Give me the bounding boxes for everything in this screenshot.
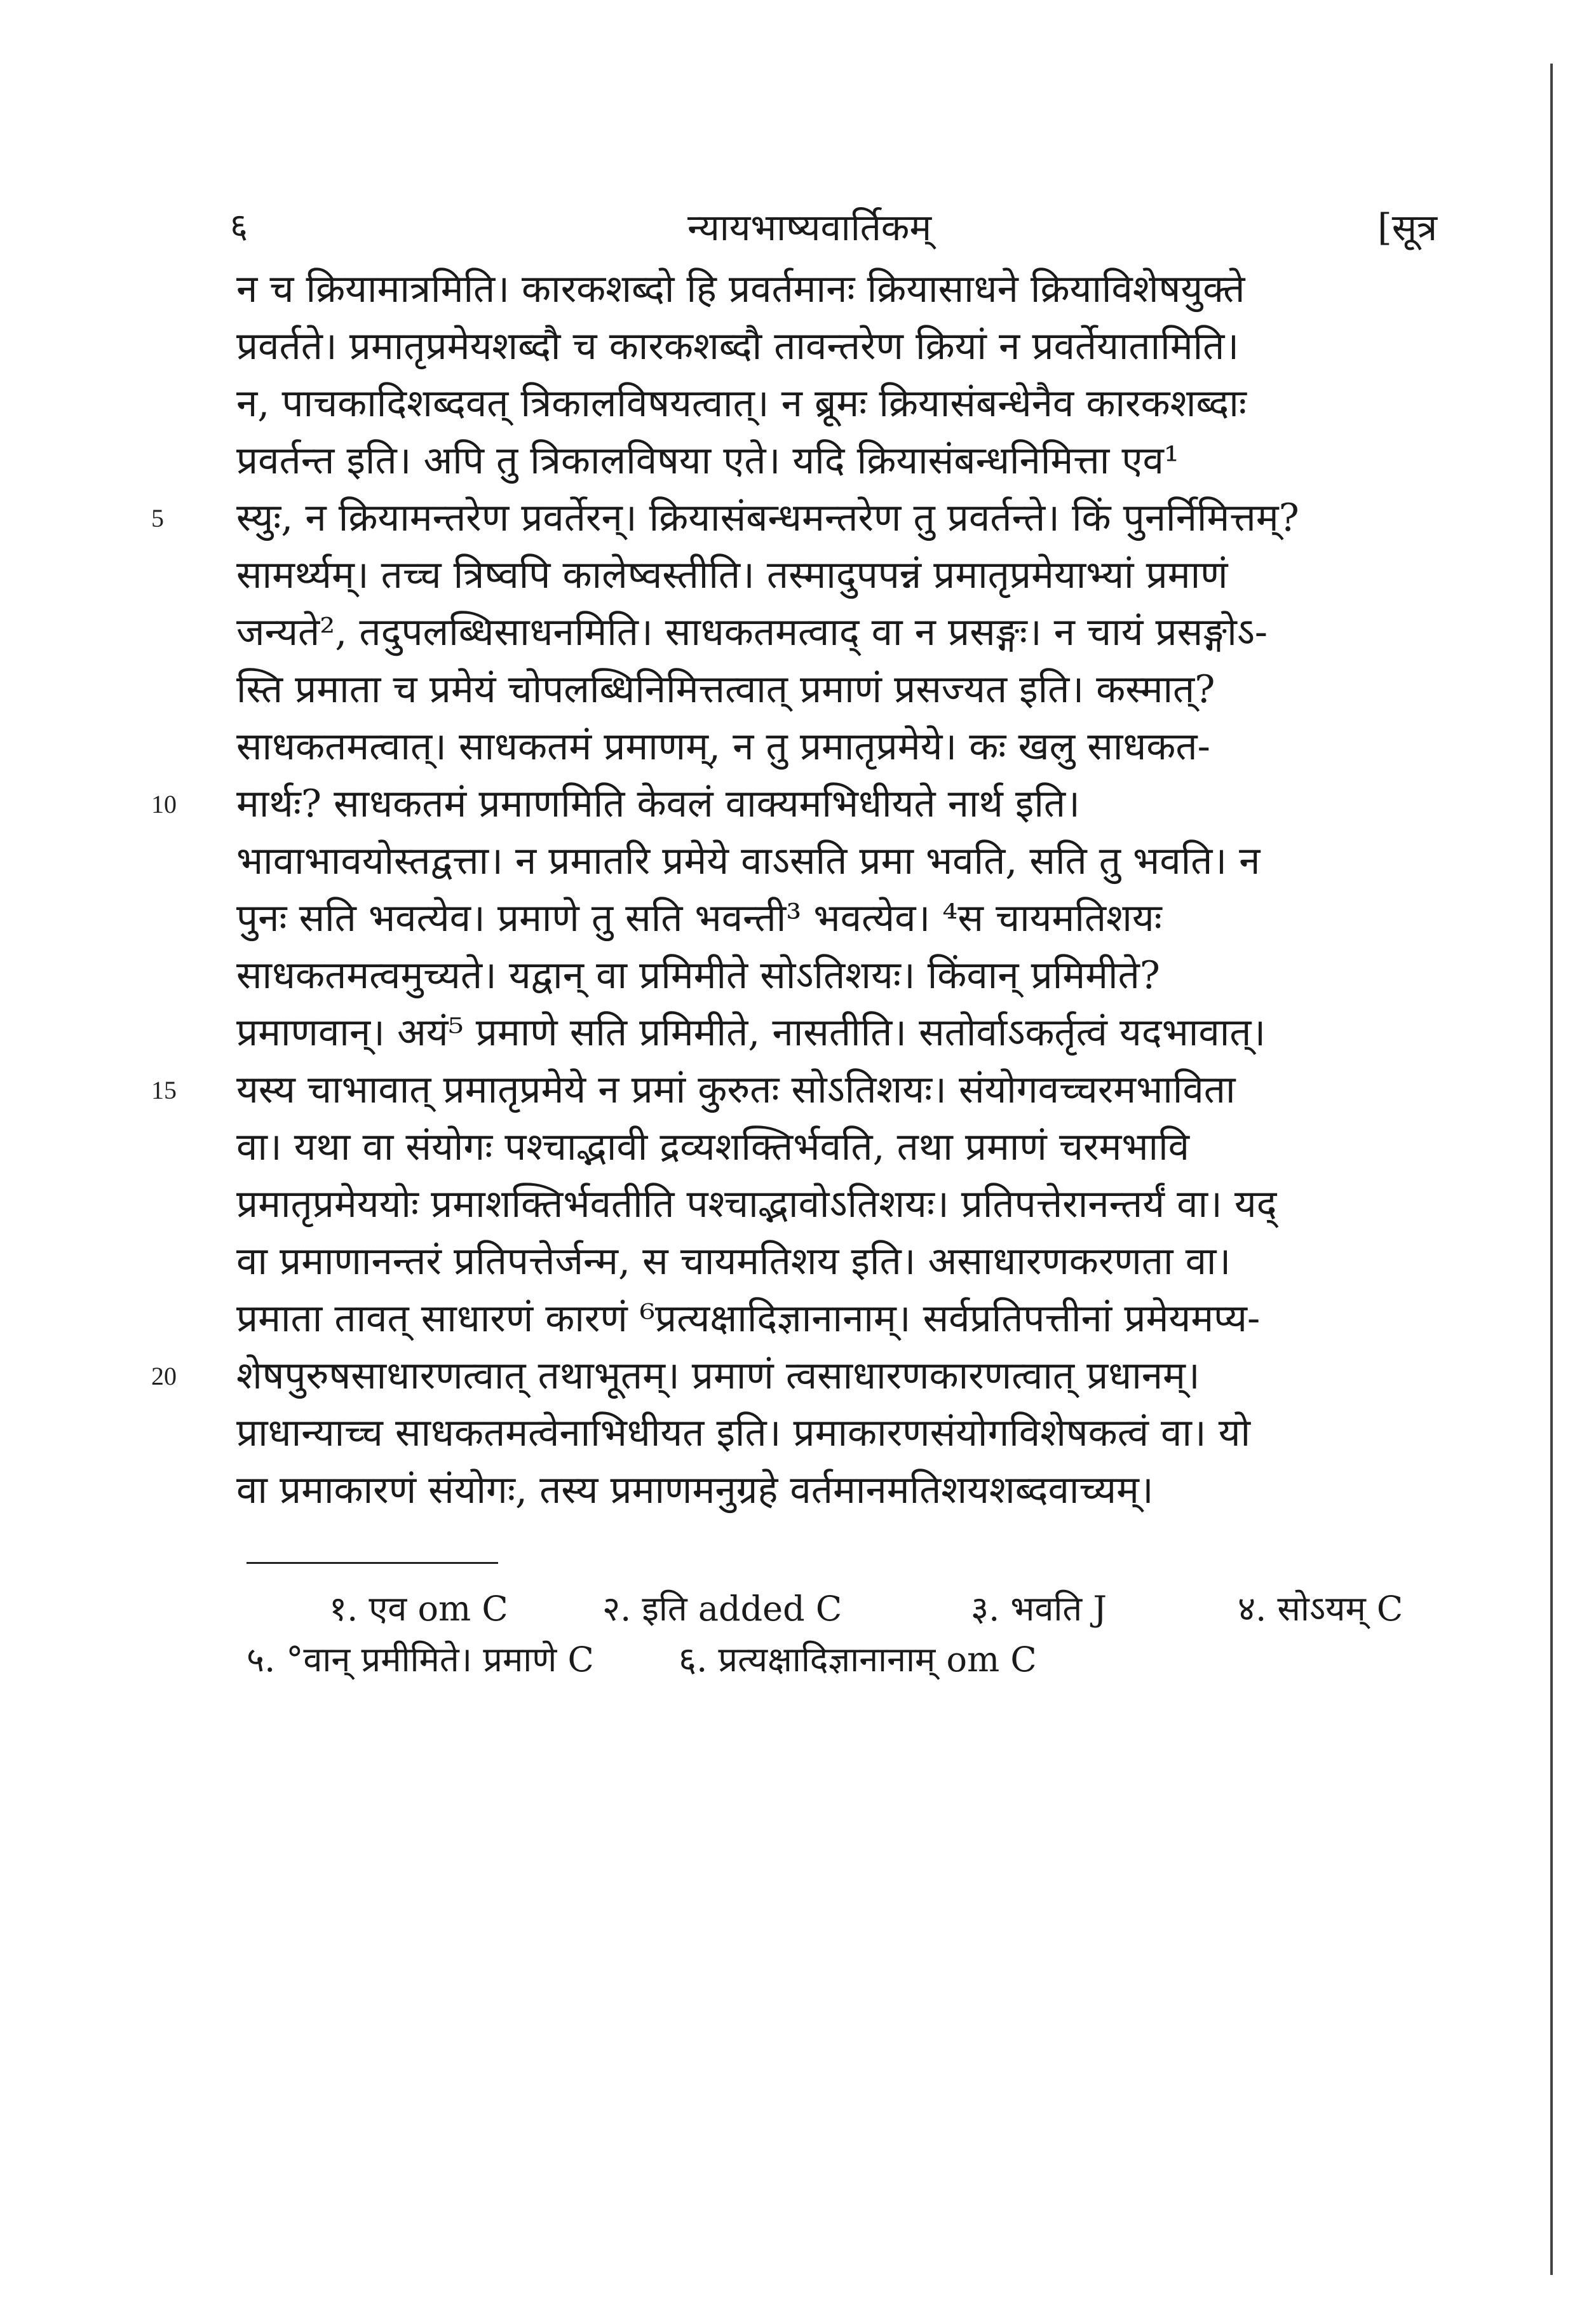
- page-number: ६: [230, 206, 248, 246]
- footnote-1: १. एव om C: [329, 1589, 508, 1629]
- footnote-row: [247, 1584, 1441, 1634]
- text-line: प्रमातृप्रमेययोः प्रमाशक्तिर्भवतीति पश्चाद्भावोऽतिशयः। प्रतिपत्तेरानन्तर्यं वा। यद्: [236, 1182, 1277, 1226]
- text-line: शेषपुरुषसाधारणत्वात् तथाभूतम्। प्रमाणं त्वसाधारणकारणत्वात् प्रधानम्।: [236, 1354, 1200, 1398]
- text-line: भावाभावयोस्तद्वत्ता। न प्रमातरि प्रमेये वाऽसति प्रमा भवति, सति तु भवति। न: [236, 839, 1261, 883]
- footnote-rule: [247, 1562, 498, 1564]
- line-number-20: 20: [151, 1362, 177, 1390]
- line-number-15: 15: [151, 1076, 177, 1104]
- text-line: सामर्थ्यम्। तच्च त्रिष्वपि कालेष्वस्तीति। तस्मादुपपन्नं प्रमातृप्रमेयाभ्यां प्रमाणं: [236, 553, 1228, 597]
- footnote-row: [247, 1634, 1441, 1685]
- text-line: साधकतमत्वमुच्यते। यद्वान् वा प्रमिमीते सोऽतिशयः। किंवान् प्रमिमीते?: [236, 953, 1160, 998]
- text-line: प्रवर्तन्त इति। अपि तु त्रिकालविषया एते। यदि क्रियासंबन्धनिमित्ता एव¹: [236, 438, 1179, 483]
- page-edge-line: [1550, 64, 1553, 2275]
- section-marker: [सूत्र: [1377, 206, 1437, 249]
- footnote-4: ४. सोऽयम् C: [1238, 1589, 1403, 1629]
- footnote-2: २. इति added C: [602, 1589, 842, 1629]
- running-title: न्यायभाष्यवार्तिकम्: [687, 206, 932, 249]
- text-line: प्रवर्तते। प्रमातृप्रमेयशब्दौ च कारकशब्दौ तावन्तरेण क्रियां न प्रवर्तेयातामिति।: [236, 324, 1240, 369]
- text-line: प्रमाणवान्। अयं⁵ प्रमाणे सति प्रमिमीते, नासतीति। सतोर्वाऽकर्तृत्वं यदभावात्।: [236, 1010, 1266, 1055]
- text-line: वा। यथा वा संयोगः पश्चाद्भावी द्रव्यशक्तिर्भवति, तथा प्रमाणं चरमभावि: [236, 1125, 1189, 1169]
- text-line: वा प्रमाणानन्तरं प्रतिपत्तेर्जन्म, स चायमतिशय इति। असाधारणकरणता वा।: [236, 1239, 1231, 1284]
- text-line: न च क्रियामात्रमिति। कारकशब्दो हि प्रवर्तमानः क्रियासाधने क्रियाविशेषयुक्ते: [236, 267, 1245, 311]
- text-line: स्युः, न क्रियामन्तरेण प्रवर्तेरन्। क्रियासंबन्धमन्तरेण तु प्रवर्तन्ते। किं पुनर्निमित्तम्?: [236, 496, 1299, 540]
- running-header: [230, 188, 1437, 258]
- line-number-5: 5: [151, 504, 164, 533]
- text-line: प्राधान्याच्च साधकतमत्वेनाभिधीयत इति। प्रमाकारणसंयोगविशेषकत्वं वा। यो: [236, 1411, 1251, 1455]
- footnote-3: ३. भवति J: [971, 1589, 1107, 1629]
- text-line: यस्य चाभावात् प्रमातृप्रमेये न प्रमां कुरुतः सोऽतिशयः। संयोगवच्चरमभाविता: [236, 1068, 1236, 1112]
- text-line: स्ति प्रमाता च प्रमेयं चोपलब्धिनिमित्तत्वात् प्रमाणं प्रसज्यत इति। कस्मात्?: [236, 667, 1215, 712]
- footnote-5: ५. °वान् प्रमीमिते। प्रमाणे C: [247, 1640, 594, 1680]
- text-line: प्रमाता तावत् साधारणं कारणं ⁶प्रत्यक्षादिज्ञानानाम्। सर्वप्रतिपत्तीनां प्रमेयमप्य-: [236, 1296, 1261, 1341]
- footnote-6: ६. प्रत्यक्षादिज्ञानानाम् om C: [679, 1640, 1037, 1680]
- text-line: पुनः सति भवत्येव। प्रमाणे तु सति भवन्ती³ भवत्येव। ⁴स चायमतिशयः: [236, 896, 1162, 940]
- text-line: साधकतमत्वात्। साधकतमं प्रमाणम्, न तु प्रमातृप्रमेये। कः खलु साधकत-: [236, 724, 1210, 769]
- text-line: वा प्रमाकारणं संयोगः, तस्य प्रमाणमनुग्रहे वर्तमानमतिशयशब्दवाच्यम्।: [236, 1468, 1154, 1512]
- line-number-10: 10: [151, 790, 177, 818]
- text-line: जन्यते², तदुपलब्धिसाधनमिति। साधकतमत्वाद् वा न प्रसङ्गः। न चायं प्रसङ्गोऽ-: [236, 610, 1268, 655]
- text-line: न, पाचकादिशब्दवत् त्रिकालविषयत्वात्। न ब्रूमः क्रियासंबन्धेनैव कारकशब्दाः: [236, 381, 1247, 426]
- text-line: मार्थः? साधकतमं प्रमाणमिति केवलं वाक्यमभिधीयते नार्थ इति।: [236, 782, 1080, 826]
